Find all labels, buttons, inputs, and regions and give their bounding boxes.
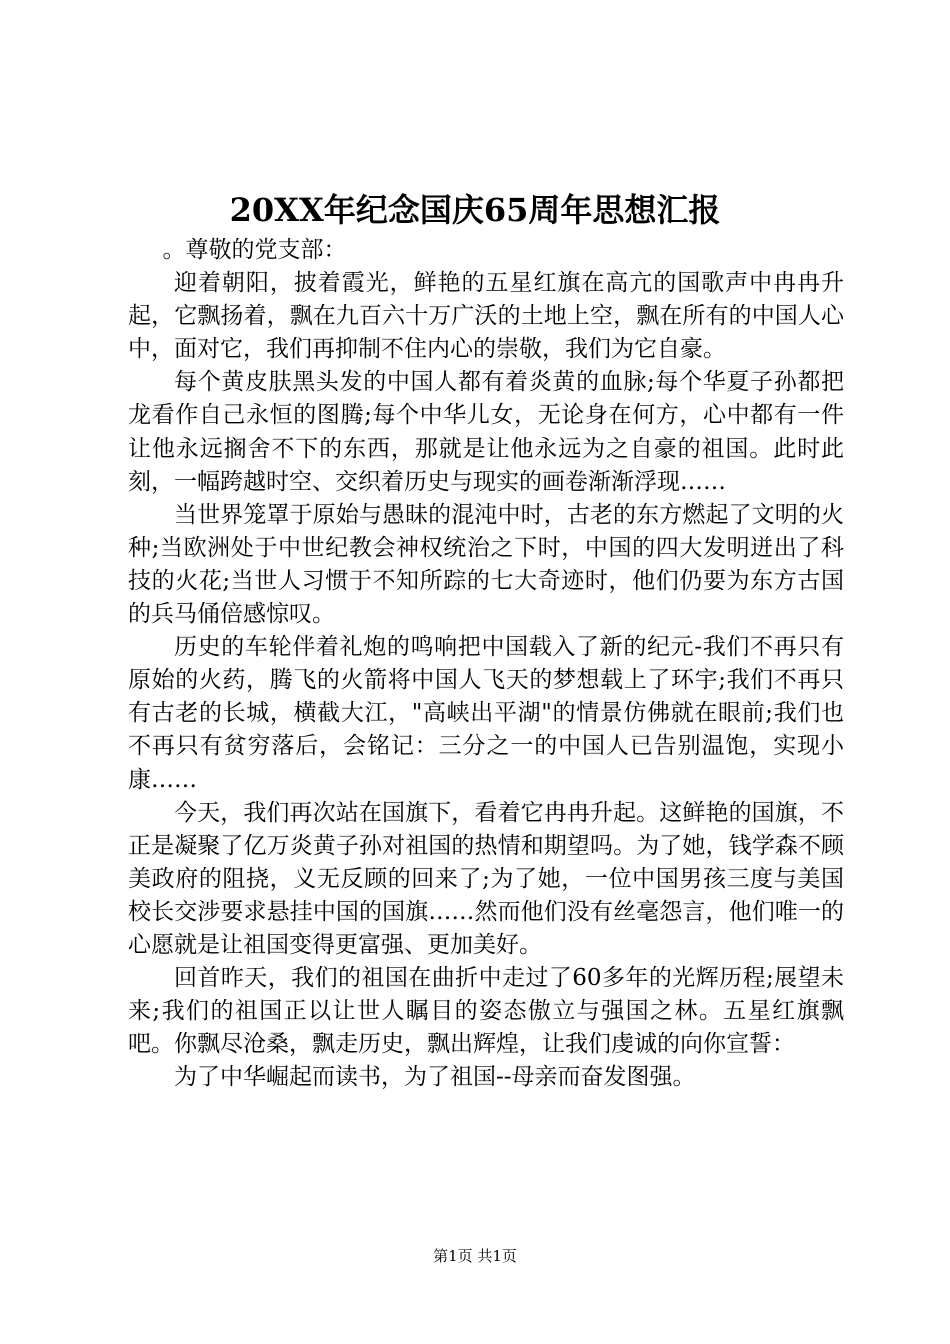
salutation: 。尊敬的党支部： <box>162 237 347 263</box>
paragraph: 今天，我们再次站在国旗下，看着它冉冉升起。这鲜艳的国旗，不正是凝聚了亿万炎黄子孙对祖国的热情和期望吗。为了她，钱学森不顾美政府的阻挠，义无反顾的回来了;为了她，一位中国男孩三度与美国校长交涉要求悬挂中国的国旗……然而他们没有丝毫怨言，他们唯一的心愿就是让祖国变得更富强、更加美好。 <box>128 799 844 958</box>
page-footer: 第1页 共1页 <box>433 1247 517 1265</box>
paragraph: 回首昨天，我们的祖国在曲折中走过了60多年的光辉历程;展望未来;我们的祖国正以让世人瞩目的姿态傲立与强国之林。五星红旗飘吧。你飘尽沧桑，飘走历史，飘出辉煌，让我们虔诚的向你宣誓： <box>128 965 844 1058</box>
paragraph: 为了中华崛起而读书，为了祖国--母亲而奋发图强。 <box>174 1064 696 1091</box>
paragraph: 当世界笼罩于原始与愚昧的混沌中时，古老的东方燃起了文明的火种;当欧洲处于中世纪教会神权统治之下时，中国的四大发明迸出了科技的火花;当世人习惯于不知所踪的七大奇迹时，他们仍要为东方古国的兵马俑倍感惊叹。 <box>128 501 844 628</box>
paragraph: 历史的车轮伴着礼炮的鸣响把中国载入了新的纪元-我们不再只有原始的火药，腾飞的火箭将中国人飞天的梦想载上了环宇;我们不再只有古老的长城，横截大江，"高峡出平湖"的情景仿佛就在眼前;我们也不再只有贫穷落后，会铭记：三分之一的中国人已告别温饱，实现小康…… <box>128 634 844 793</box>
document-title: 20XX年纪念国庆65周年思想汇报 <box>229 191 721 229</box>
paragraph: 每个黄皮肤黑头发的中国人都有着炎黄的血脉;每个华夏子孙都把龙看作自己永恒的图腾;每个中华儿女，无论身在何方，心中都有一件让他永远搁舍不下的东西，那就是让他永远为之自豪的祖国。此时此刻，一幅跨越时空、交织着历史与现实的画卷渐渐浮现…… <box>128 369 844 495</box>
document-body <box>128 234 844 1094</box>
paragraph: 迎着朝阳，披着霞光，鲜艳的五星红旗在高亢的国歌声中冉冉升起，它飘扬着，飘在九百六十万广沃的土地上空，飘在所有的中国人心中，面对它，我们再抑制不住内心的崇敬，我们为它自豪。 <box>128 270 844 363</box>
